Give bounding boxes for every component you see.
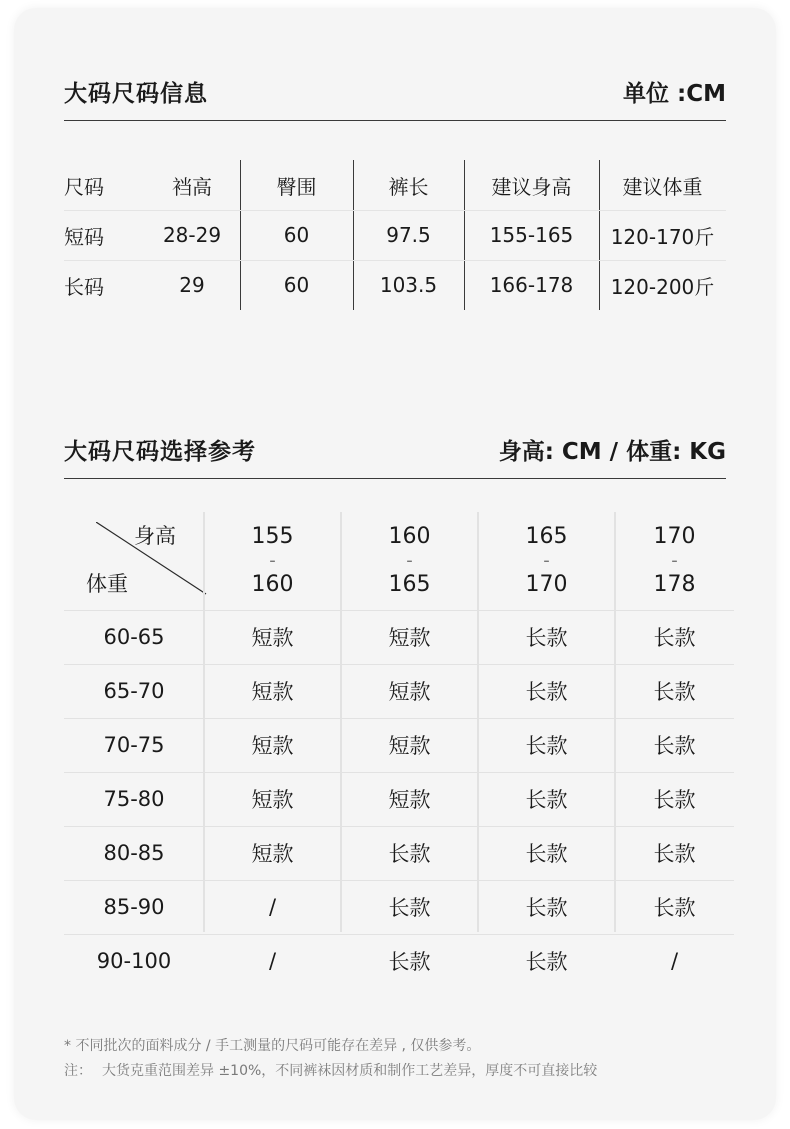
recommendation-cell: 长款 <box>525 896 568 920</box>
height-range-to: 178 <box>653 572 696 597</box>
size-info-header <box>64 80 726 121</box>
height-range-to: 170 <box>525 572 568 597</box>
weight-range-cell: 65-70 <box>103 679 165 703</box>
height-range-from: 155 <box>251 524 294 549</box>
weight-range-cell: 70-75 <box>103 733 165 757</box>
recommendation-cell: 长款 <box>525 788 568 812</box>
recommendation-cell: 长款 <box>653 680 696 704</box>
height-range-header <box>204 512 341 610</box>
recommendation-cell: 长款 <box>525 626 568 650</box>
height-range-dash: - <box>543 550 550 571</box>
recommendation-cell: 短款 <box>388 626 431 650</box>
height-range-to: 165 <box>388 572 431 597</box>
footnote-line-2 <box>64 1059 597 1084</box>
size-table-cell: 长码 <box>64 274 104 299</box>
recommendation-cell: 长款 <box>653 896 696 920</box>
recommendation-cell: 长款 <box>525 950 568 974</box>
recommendation-cell: / <box>268 949 277 973</box>
recommendation-cell: / <box>268 895 277 919</box>
recommendation-cell: 短款 <box>388 788 431 812</box>
height-range-from: 165 <box>525 524 568 549</box>
footnote-line-1: * 不同批次的面料成分 / 手工测量的尺码可能存在差异 , 仅供参考。 <box>64 1038 481 1054</box>
size-table-cell: 60 <box>283 223 310 247</box>
height-range-from: 160 <box>388 524 431 549</box>
size-table-cell: 120-170斤 <box>610 224 715 249</box>
size-select-unit: 身高: CM / 体重: KG <box>498 439 726 465</box>
weight-range-cell: 75-80 <box>103 787 165 811</box>
size-table-cell: 29 <box>179 273 205 297</box>
size-table-cell: 103.5 <box>379 273 438 297</box>
weight-range-cell: 85-90 <box>103 895 165 919</box>
recommendation-cell: 短款 <box>251 842 294 866</box>
recommendation-cell: 长款 <box>388 842 431 866</box>
size-info-title: 大码尺码信息 <box>64 81 208 107</box>
size-table-header-cell: 建议体重 <box>622 174 703 199</box>
size-select-title: 大码尺码选择参考 <box>64 439 256 465</box>
recommendation-cell: 短款 <box>251 734 294 758</box>
height-range-header <box>615 512 734 610</box>
size-table-cell: 短码 <box>64 224 104 249</box>
size-table-header-cell: 裤长 <box>388 174 429 199</box>
height-range-dash: - <box>269 550 276 571</box>
size-table-header-cell: 臀围 <box>276 174 317 199</box>
recommendation-cell: / <box>670 949 679 973</box>
recommendation-cell: 短款 <box>388 734 431 758</box>
recommendation-cell: 长款 <box>525 842 568 866</box>
height-range-header <box>341 512 478 610</box>
recommendation-cell: 短款 <box>251 680 294 704</box>
footnotes <box>64 1034 597 1084</box>
recommendation-cell: 长款 <box>653 788 696 812</box>
size-info-table <box>64 160 726 310</box>
recommendation-cell: 长款 <box>388 950 431 974</box>
size-table-header-cell: 建议身高 <box>491 174 572 199</box>
size-select-header <box>64 438 726 479</box>
recommendation-cell: 长款 <box>653 626 696 650</box>
size-table-cell: 166-178 <box>489 273 574 297</box>
size-info-unit: 单位 :CM <box>623 81 726 107</box>
recommendation-cell: 短款 <box>251 626 294 650</box>
recommendation-cell: 短款 <box>388 680 431 704</box>
size-table-cell: 155-165 <box>489 223 574 247</box>
recommendation-cell: 长款 <box>388 896 431 920</box>
weight-range-cell: 80-85 <box>103 841 165 865</box>
recommendation-cell: 长款 <box>653 842 696 866</box>
size-table-cell: 97.5 <box>386 223 431 247</box>
footnote-label: 注： <box>64 1063 92 1079</box>
recommendation-cell: 短款 <box>251 788 294 812</box>
recommendation-cell: 长款 <box>525 734 568 758</box>
size-table-header-cell: 裆高 <box>172 174 212 199</box>
weight-range-cell: 90-100 <box>96 949 172 973</box>
size-table-cell: 60 <box>283 273 310 297</box>
height-range-from: 170 <box>653 524 696 549</box>
corner-weight-label: 体重 <box>86 572 128 596</box>
size-table-header-cell: 尺码 <box>64 174 104 199</box>
height-range-header <box>478 512 615 610</box>
size-table-cell: 28-29 <box>162 223 222 247</box>
height-range-dash: - <box>406 550 413 571</box>
recommendation-cell: 长款 <box>525 680 568 704</box>
size-select-table <box>64 512 734 990</box>
footnote-text: 大货克重范围差异 ±10%，不同裤袜因材质和制作工艺差异，厚度不可直接比较 <box>102 1063 598 1079</box>
height-range-dash: - <box>671 550 678 571</box>
corner-height-label: 身高 <box>134 524 176 548</box>
recommendation-cell: 长款 <box>653 734 696 758</box>
size-table-cell: 120-200斤 <box>610 274 715 299</box>
height-range-to: 160 <box>251 572 294 597</box>
weight-range-cell: 60-65 <box>103 625 165 649</box>
